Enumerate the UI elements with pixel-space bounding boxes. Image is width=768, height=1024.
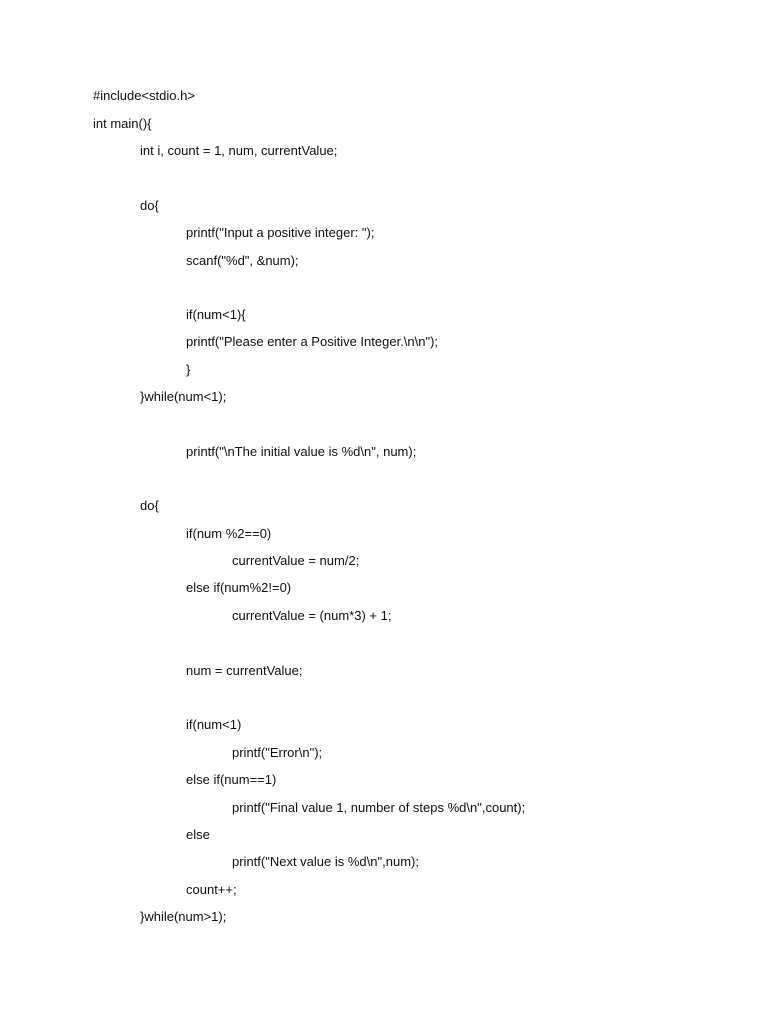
code-line-triple-plus-one: currentValue = (num*3) + 1; [232,608,392,623]
code-line-else-if-odd: else if(num%2!=0) [186,580,292,595]
code-line-printf-please: printf("Please enter a Positive Integer.\n\n"); [186,334,439,349]
code-line-do-2: do{ [140,498,159,513]
code-line-main: int main(){ [93,116,152,131]
code-line-while-2: }while(num>1); [140,909,227,924]
code-line-include: #include<stdio.h> [93,88,195,103]
code-line-do-1: do{ [140,198,159,213]
code-line-count-increment: count++; [186,882,237,897]
code-line-else: else [186,827,210,842]
code-line-scanf: scanf("%d", &num); [186,253,299,268]
code-line-if-even: if(num %2==0) [186,526,272,541]
code-line-declarations: int i, count = 1, num, currentValue; [140,143,338,158]
code-line-half: currentValue = num/2; [232,553,360,568]
code-line-while-1: }while(num<1); [140,389,227,404]
code-line-printf-initial: printf("\nThe initial value is %d\n", num); [186,444,417,459]
code-line-if-error: if(num<1) [186,717,242,732]
code-line-printf-final: printf("Final value 1, number of steps %d\n",count); [232,800,526,815]
code-line-printf-error: printf("Error\n"); [232,745,323,760]
code-line-printf-input: printf("Input a positive integer: "); [186,225,375,240]
code-line-assign-num: num = currentValue; [186,663,303,678]
code-line-printf-next: printf("Next value is %d\n",num); [232,854,419,869]
code-line-if-num-lt-1: if(num<1){ [186,307,246,322]
code-line-close-brace: } [186,362,191,377]
code-line-else-if-one: else if(num==1) [186,772,277,787]
